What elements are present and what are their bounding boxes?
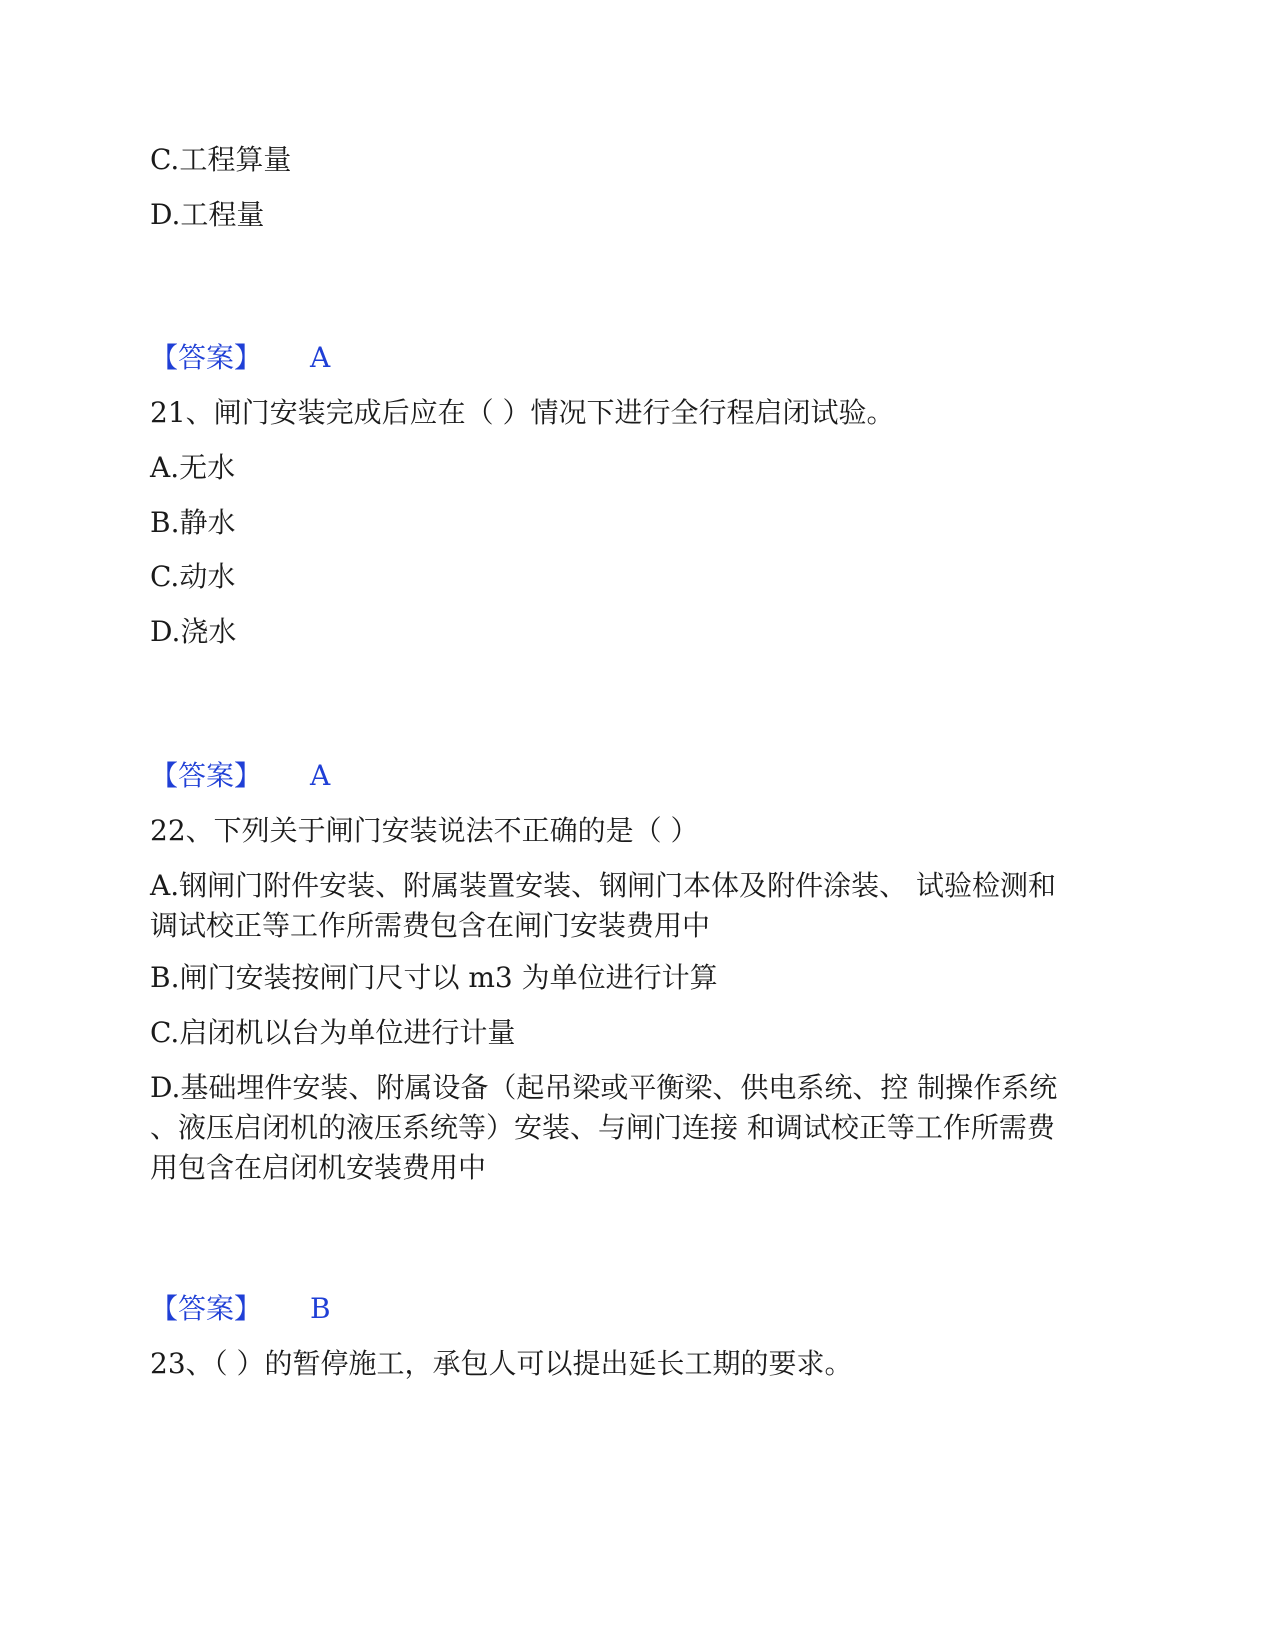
answer-value: B	[310, 1292, 331, 1325]
q22-answer	[150, 1289, 331, 1329]
answer-label: 【答案】	[150, 341, 263, 374]
q20-option-d: D.工程量	[150, 198, 265, 231]
q22-option-d-line: 用包含在启闭机安装费用中	[150, 1151, 487, 1184]
q22-option-c: C.启闭机以台为单位进行计量	[150, 1016, 516, 1049]
q22-option-d-line: 、液压启闭机的液压系统等）安装、与闸门连接 和调试校正等工作所需费	[150, 1111, 1055, 1144]
q22-option-a	[150, 866, 1110, 946]
q21-answer	[150, 756, 330, 796]
answer-label: 【答案】	[150, 759, 263, 792]
q22-option-d-line: D.基础埋件安装、附属设备（起吊梁或平衡梁、供电系统、控 制操作系统	[150, 1071, 1058, 1104]
q22-option-b: B.闸门安装按闸门尺寸以 m3 为单位进行计算	[150, 961, 718, 994]
q21-option-d: D.浇水	[150, 615, 237, 648]
q23-stem: 23、（ ）的暂停施工，承包人可以提出延长工期的要求。	[150, 1347, 853, 1380]
q21-option-a: A.无水	[150, 451, 236, 484]
answer-label: 【答案】	[150, 1292, 263, 1325]
q22-option-d	[150, 1068, 1110, 1188]
q22-option-a-line: 调试校正等工作所需费包含在闸门安装费用中	[150, 909, 711, 942]
q22-stem: 22、下列关于闸门安装说法不正确的是（ ）	[150, 814, 699, 847]
answer-value: A	[310, 759, 331, 792]
q21-stem: 21、闸门安装完成后应在（ ）情况下进行全行程启闭试验。	[150, 396, 895, 429]
q21-option-b: B.静水	[150, 506, 236, 539]
q22-option-a-line: A.钢闸门附件安装、附属装置安装、钢闸门本体及附件涂装、 试验检测和	[150, 869, 1057, 902]
q20-option-c: C.工程算量	[150, 143, 292, 176]
q21-option-c: C.动水	[150, 560, 236, 593]
answer-value: A	[310, 341, 331, 374]
q20-answer	[150, 338, 330, 378]
